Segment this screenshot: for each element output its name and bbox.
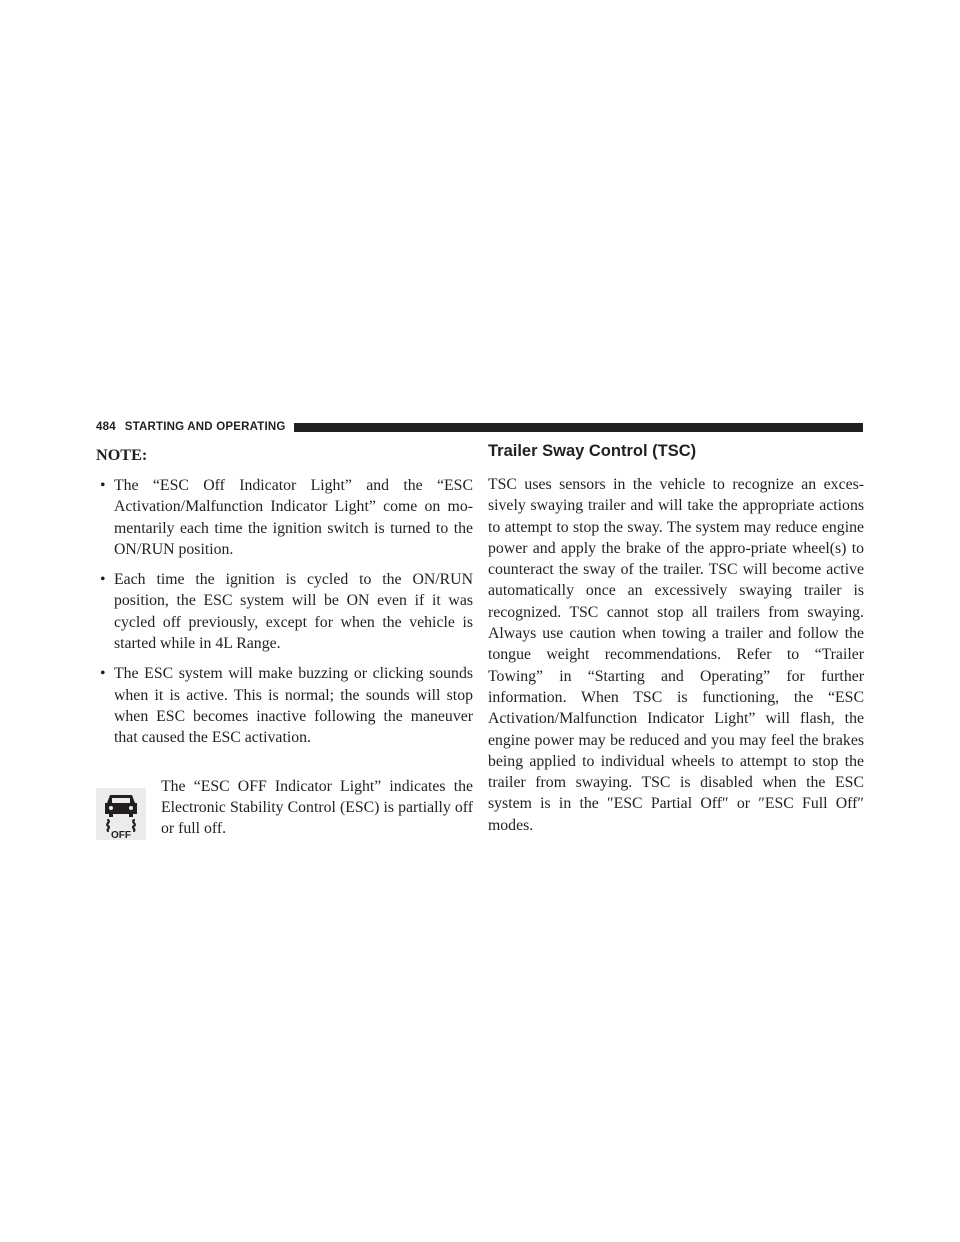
page-header — [96, 419, 863, 435]
tsc-body: TSC uses sensors in the vehicle to recognize an exces-sively swaying trailer and will take the appropriate actions to attempt to stop the sway. The system may reduce engine power and apply the brake of the appro-priate wheel(s) to counteract the sway of the trailer. TSC will become active automatically once an excessively swaying trailer is recognized. TSC cannot stop all trailers from swaying. Always use caution when towing a trailer and follow the tongue weight recommendations. Refer to “Trailer Towing” in “Starting and Operating” for further information. When TSC is functioning, the “ESC Activation/Malfunction Indicator Light” will flash, the engine power may be reduced and you may feel the brakes being applied to individual wheels to attempt to stop the trailer from swaying. TSC is disabled when the ESC system is in the ″ESC Partial Off″ or ″ESC Full Off″ modes. — [488, 476, 864, 834]
section-title: STARTING AND OPERATING — [124, 421, 286, 433]
list-item — [96, 569, 473, 654]
esc-off-indicator-icon — [96, 788, 146, 840]
esc-off-indicator-block — [96, 776, 473, 856]
header-rule — [294, 423, 863, 432]
bullet-text: Each time the ignition is cycled to the ON/RUN position, the ESC system will be ON even if it was cycled off previously, except for when the vehicle is started while in 4L Range. — [114, 571, 473, 653]
bullet-symbol: • — [100, 571, 106, 589]
bullet-text: The ESC system will make buzzing or clicking sounds when it is active. This is normal; the sounds will stop when ESC becomes inactive following the maneuver that caused the ESC activation. — [114, 665, 473, 747]
list-item — [96, 663, 473, 748]
bullet-symbol: • — [100, 477, 106, 494]
bullet-text: The “ESC Off Indicator Light” and the “ESC Activation/Malfunction Indicator Light” come on mo-mentarily each time the ignition switch is turned to the ON/RUN position. — [114, 477, 473, 558]
note-bullet-list — [96, 475, 473, 749]
right-column — [488, 441, 864, 836]
esc-off-icon-label: OFF — [111, 829, 131, 840]
esc-off-indicator-text: The “ESC OFF Indicator Light” indicates the Electronic Stability Control (ESC) is partially off or full off. — [161, 777, 473, 838]
left-column — [96, 445, 473, 856]
bullet-symbol: • — [100, 665, 106, 683]
page-number: 484 — [96, 421, 116, 433]
tsc-heading: Trailer Sway Control (TSC) — [488, 442, 697, 460]
note-heading: NOTE: — [96, 446, 148, 464]
list-item — [96, 475, 473, 560]
